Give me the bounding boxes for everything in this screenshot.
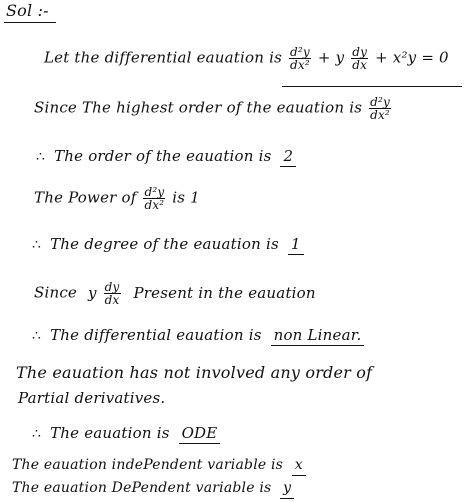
order-result-line [36,147,296,167]
dependent-variable-answer: y [280,479,294,499]
first-derivative-fraction [104,281,121,306]
fraction-numerator: d²y [289,45,310,59]
degree-result-line [32,235,304,255]
linearity-result-text: The differential eauation is [50,326,262,344]
equation-statement-text: Let the differential eauation is [44,48,282,67]
therefore-symbol: ∴ [36,149,46,165]
dependent-variable-line [12,479,294,499]
fraction-numerator: dy [352,45,368,59]
type-result-text: The eauation is [50,424,170,442]
fraction-denominator: dx [352,58,368,72]
power-line [34,186,200,211]
therefore-symbol: ∴ [32,237,42,253]
fraction-numerator: dy [104,280,120,294]
independent-variable-line [12,456,306,476]
degree-answer: 1 [288,235,304,255]
solution-heading-underline [4,22,56,23]
order-answer: 2 [280,147,296,167]
dependent-variable-text: The eauation DePendent variable is [12,480,272,496]
independent-variable-text: The eauation indePendent variable is [12,457,284,473]
derivative-present-line [34,281,316,306]
type-answer: ODE [179,424,221,444]
present-text: Present in the eauation [133,283,316,302]
linearity-result-line [32,326,364,346]
since-text: Since [34,283,78,302]
partial-derivative-line-1 [16,364,372,382]
partial-derivative-text-1: The eauation has not involved any order of [16,363,373,382]
fraction-denominator: dx [104,293,120,307]
fraction-denominator: dx² [289,58,310,72]
partial-derivative-line-2 [18,389,165,407]
linearity-answer: non Linear. [271,326,365,346]
highest-order-text: Since The highest order of the eauation is [34,98,363,117]
power-text-before: The Power of [34,188,137,207]
plus-sign: + [317,48,331,67]
second-derivative-fraction [289,46,311,71]
power-text-after: is 1 [172,188,200,207]
fraction-numerator: d²y [370,95,390,109]
solution-heading-text: Sol :- [6,1,49,20]
degree-result-text: The degree of the eauation is [50,235,279,253]
order-result-text: The order of the eauation is [54,147,272,165]
equation-statement-line [44,46,449,71]
y-variable: y [335,48,345,67]
highest-order-fraction [369,96,391,121]
independent-variable-answer: x [292,456,306,476]
type-result-line [32,424,220,444]
highest-order-line [34,96,393,121]
power-fraction [143,186,165,211]
fraction-denominator: dx² [144,198,165,212]
fraction-denominator: dx² [370,108,390,122]
y-variable: y [87,283,97,302]
equation-underline [282,86,462,87]
first-derivative-fraction [351,46,368,71]
equation-tail: + x²y = 0 [375,48,449,67]
solution-heading [6,2,49,20]
therefore-symbol: ∴ [32,426,42,442]
therefore-symbol: ∴ [32,328,42,344]
fraction-numerator: d²y [144,185,165,199]
partial-derivative-text-2: Partial derivatives. [18,389,166,407]
